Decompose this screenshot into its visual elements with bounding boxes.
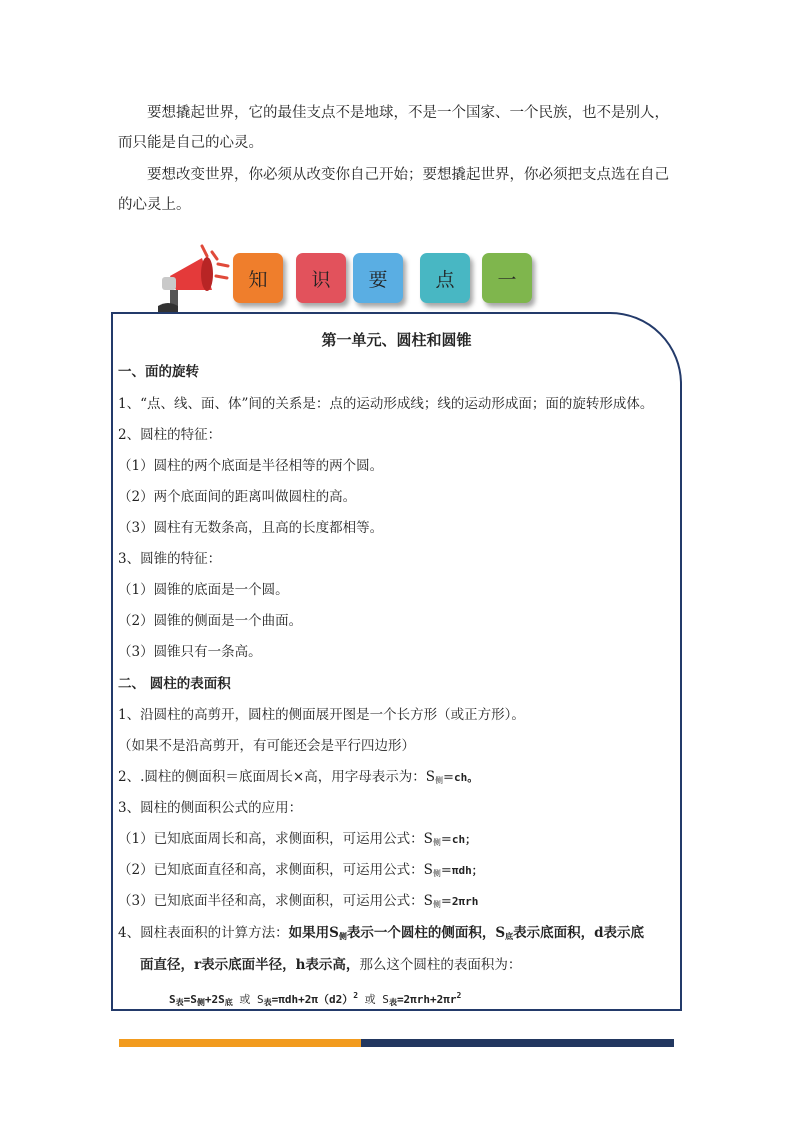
line-8: （2）圆锥的侧面是一个曲面。 xyxy=(118,613,303,629)
line-14: （1）已知底面周长和高，求侧面积，可运用公式：$S_侧=ch$； xyxy=(118,831,477,847)
formula-surface-area: $S_表=S_侧+2S_底$ 或 $S_表=\pi dh+2\pi(d2)^2$ 或 $S_表=2\pi rh+2\pi r^2$ xyxy=(169,991,462,1007)
line-16: （3）已知底面半径和高，求侧面积，可运用公式：$S_侧=2\pi rh$ xyxy=(118,893,479,909)
line-5: （3）圆柱有无数条高，且高的长度都相等。 xyxy=(118,520,384,536)
footer-bar-navy xyxy=(361,1039,674,1047)
intro-text xyxy=(118,98,678,220)
line-9: （3）圆锥只有一条高。 xyxy=(118,644,262,660)
intro-paragraph-2: 要想改变世界，你必须从改变你自己开始；要想撬起世界，你必须把支点选在自己的心灵上。 xyxy=(118,167,669,213)
banner-tile-3: 要 xyxy=(353,253,403,303)
heading-1: 一、面的旋转 xyxy=(118,364,199,380)
line-11: （如果不是沿高剪开，有可能还会是平行四边形） xyxy=(118,738,415,754)
line-15: （2）已知底面直径和高，求侧面积，可运用公式：$S_侧=\pi dh$； xyxy=(118,862,483,878)
intro-paragraph-1: 要想撬起世界，它的最佳支点不是地球，不是一个国家、一个民族，也不是别人，而只能是自己的心灵。 xyxy=(118,105,669,151)
line-18: 面直径，r表示底面半径，h表示高，那么这个圆柱的表面积为： xyxy=(140,957,522,973)
banner-tile-5: 一 xyxy=(482,253,532,303)
footer-bar-orange xyxy=(119,1039,361,1047)
line-4: （2）两个底面间的距离叫做圆柱的高。 xyxy=(118,489,357,505)
line-2: 2、圆柱的特征： xyxy=(118,427,222,443)
line-10: 1、沿圆柱的高剪开，圆柱的侧面展开图是一个长方形（或正方形）。 xyxy=(118,707,525,723)
heading-2: 二、 圆柱的表面积 xyxy=(118,676,231,692)
banner-tile-4: 点 xyxy=(420,253,470,303)
line-3: （1）圆柱的两个底面是半径相等的两个圆。 xyxy=(118,458,384,474)
banner-tile-1: 知 xyxy=(233,253,283,303)
line-17: 4、圆柱表面积的计算方法：如果用$S_侧$表示一个圆柱的侧面积，$S_底$表示底面积，d表示底 xyxy=(118,925,645,941)
line-6: 3、圆锥的特征： xyxy=(118,551,222,567)
section-title: 第一单元、圆柱和圆锥 xyxy=(321,331,472,349)
line-12: 2、.圆柱的侧面积＝底面周长×高，用字母表示为：$S_侧=ch$。 xyxy=(118,769,479,785)
line-13: 3、圆柱的侧面积公式的应用： xyxy=(118,800,303,816)
line-7: （1）圆锥的底面是一个圆。 xyxy=(118,582,289,598)
line-1: 1、“点、线、面、体”间的关系是：点的运动形成线；线的运动形成面；面的旋转形成体。 xyxy=(118,396,654,412)
megaphone-icon xyxy=(150,244,232,314)
banner-tile-2: 识 xyxy=(296,253,346,303)
